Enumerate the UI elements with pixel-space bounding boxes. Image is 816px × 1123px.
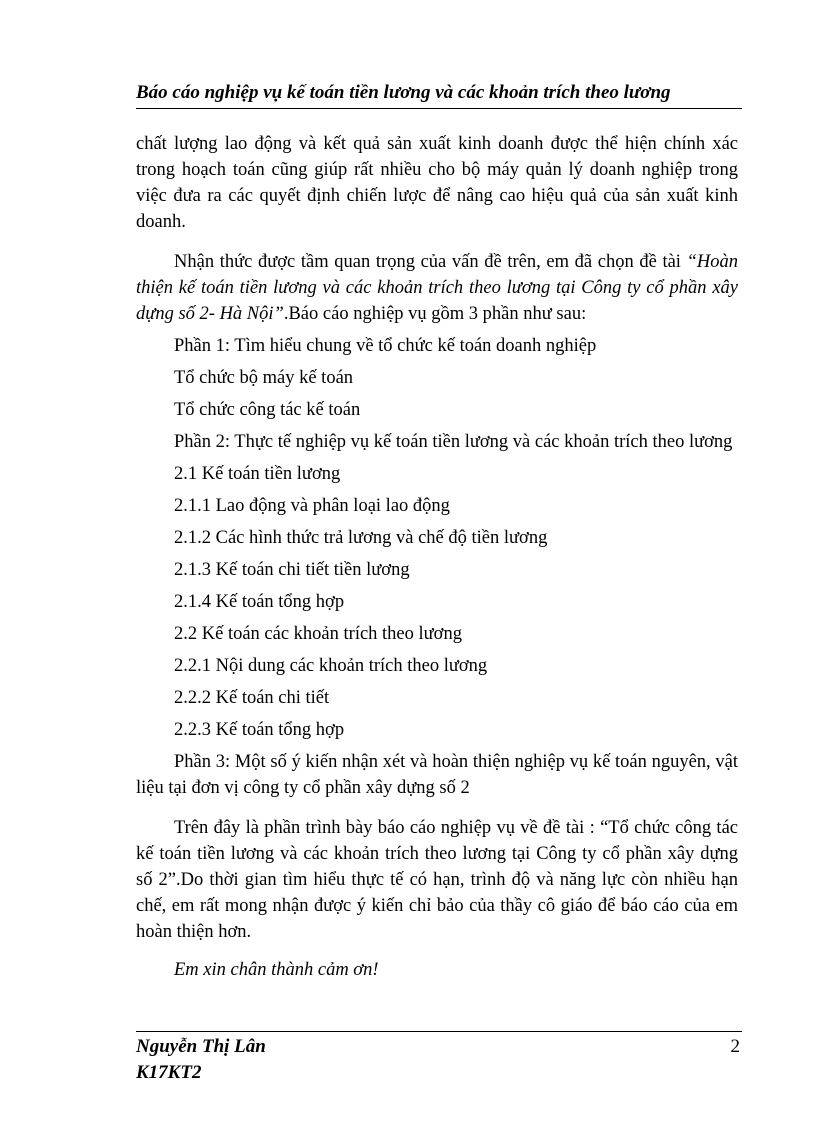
list-item: 2.1.4 Kế toán tổng hợp: [174, 592, 345, 612]
list-item: 2.2.3 Kế toán tổng hợp: [174, 720, 345, 740]
list-item: Tổ chức bộ máy kế toán: [174, 368, 354, 388]
closing-thanks: Em xin chân thành cảm ơn!: [174, 960, 379, 980]
list-item: 2.2.2 Kế toán chi tiết: [174, 688, 330, 708]
list-item: Tổ chức công tác kế toán: [174, 400, 361, 420]
list-item: 2.1.3 Kế toán chi tiết tiền lương: [174, 560, 410, 580]
paragraph-part3: Phần 3: Một số ý kiến nhận xét và hoàn thiện nghiệp vụ kế toán nguyên, vật liệu tại đơn vị công ty cổ phần xây dựng số 2: [136, 752, 738, 798]
page-footer: [136, 1031, 742, 1086]
list-item-part1: Phần 1: Tìm hiểu chung về tổ chức kế toán doanh nghiệp: [174, 336, 597, 356]
list-item: 2.2.1 Nội dung các khoản trích theo lương: [174, 656, 488, 676]
paragraph-conclusion: Trên đây là phần trình bày báo cáo nghiệp vụ về đề tài : “Tổ chức công tác kế toán tiền lương và các khoản trích theo lương tại Công ty cổ phần xây dựng số 2”.Do thời gian tìm hiểu thực tế có hạn, trình độ và năng lực còn nhiều hạn chế, em rất mong nhận được ý kiến chỉ bảo của thầy cô giáo để báo cáo của em hoàn thiện hơn.: [136, 818, 738, 942]
paragraph-intro: chất lượng lao động và kết quả sản xuất kinh doanh được thể hiện chính xác trong hoạch toán cũng giúp rất nhiều cho bộ máy quản lý doanh nghiệp trong việc đưa ra các quyết định chiến lược để nâng cao hiệu quả của sản xuất kinh doanh.: [136, 134, 738, 232]
footer-author: Nguyễn Thị Lân: [136, 1036, 266, 1057]
header-title: Báo cáo nghiệp vụ kế toán tiền lương và các khoản trích theo lương: [136, 82, 671, 103]
topic-tail: .Báo cáo nghiệp vụ gồm 3 phần như sau:: [283, 304, 587, 324]
list-item: 2.1.2 Các hình thức trả lương và chế độ tiền lương: [174, 528, 548, 548]
list-item: 2.1 Kế toán tiền lương: [174, 464, 341, 484]
page-header: [136, 80, 742, 109]
paragraph-topic: [136, 249, 738, 327]
list-item: 2.1.1 Lao động và phân loại lao động: [174, 496, 450, 516]
topic-title: “Hoàn thiện kế toán tiền lương và các khoản trích theo lương tại Công ty cổ phần xây dựng số 2- Hà Nội”: [136, 252, 739, 324]
footer-class: K17KT2: [136, 1062, 202, 1083]
paragraph-part2: Phần 2: Thực tế nghiệp vụ kế toán tiền lương và các khoản trích theo lương: [174, 432, 733, 452]
topic-lead: Nhận thức được tầm quan trọng của vấn đề trên, em đã chọn đề tài: [174, 252, 681, 272]
page-number: 2: [730, 1036, 740, 1057]
document-body: [136, 131, 738, 983]
list-item: 2.2 Kế toán các khoản trích theo lương: [174, 624, 462, 644]
